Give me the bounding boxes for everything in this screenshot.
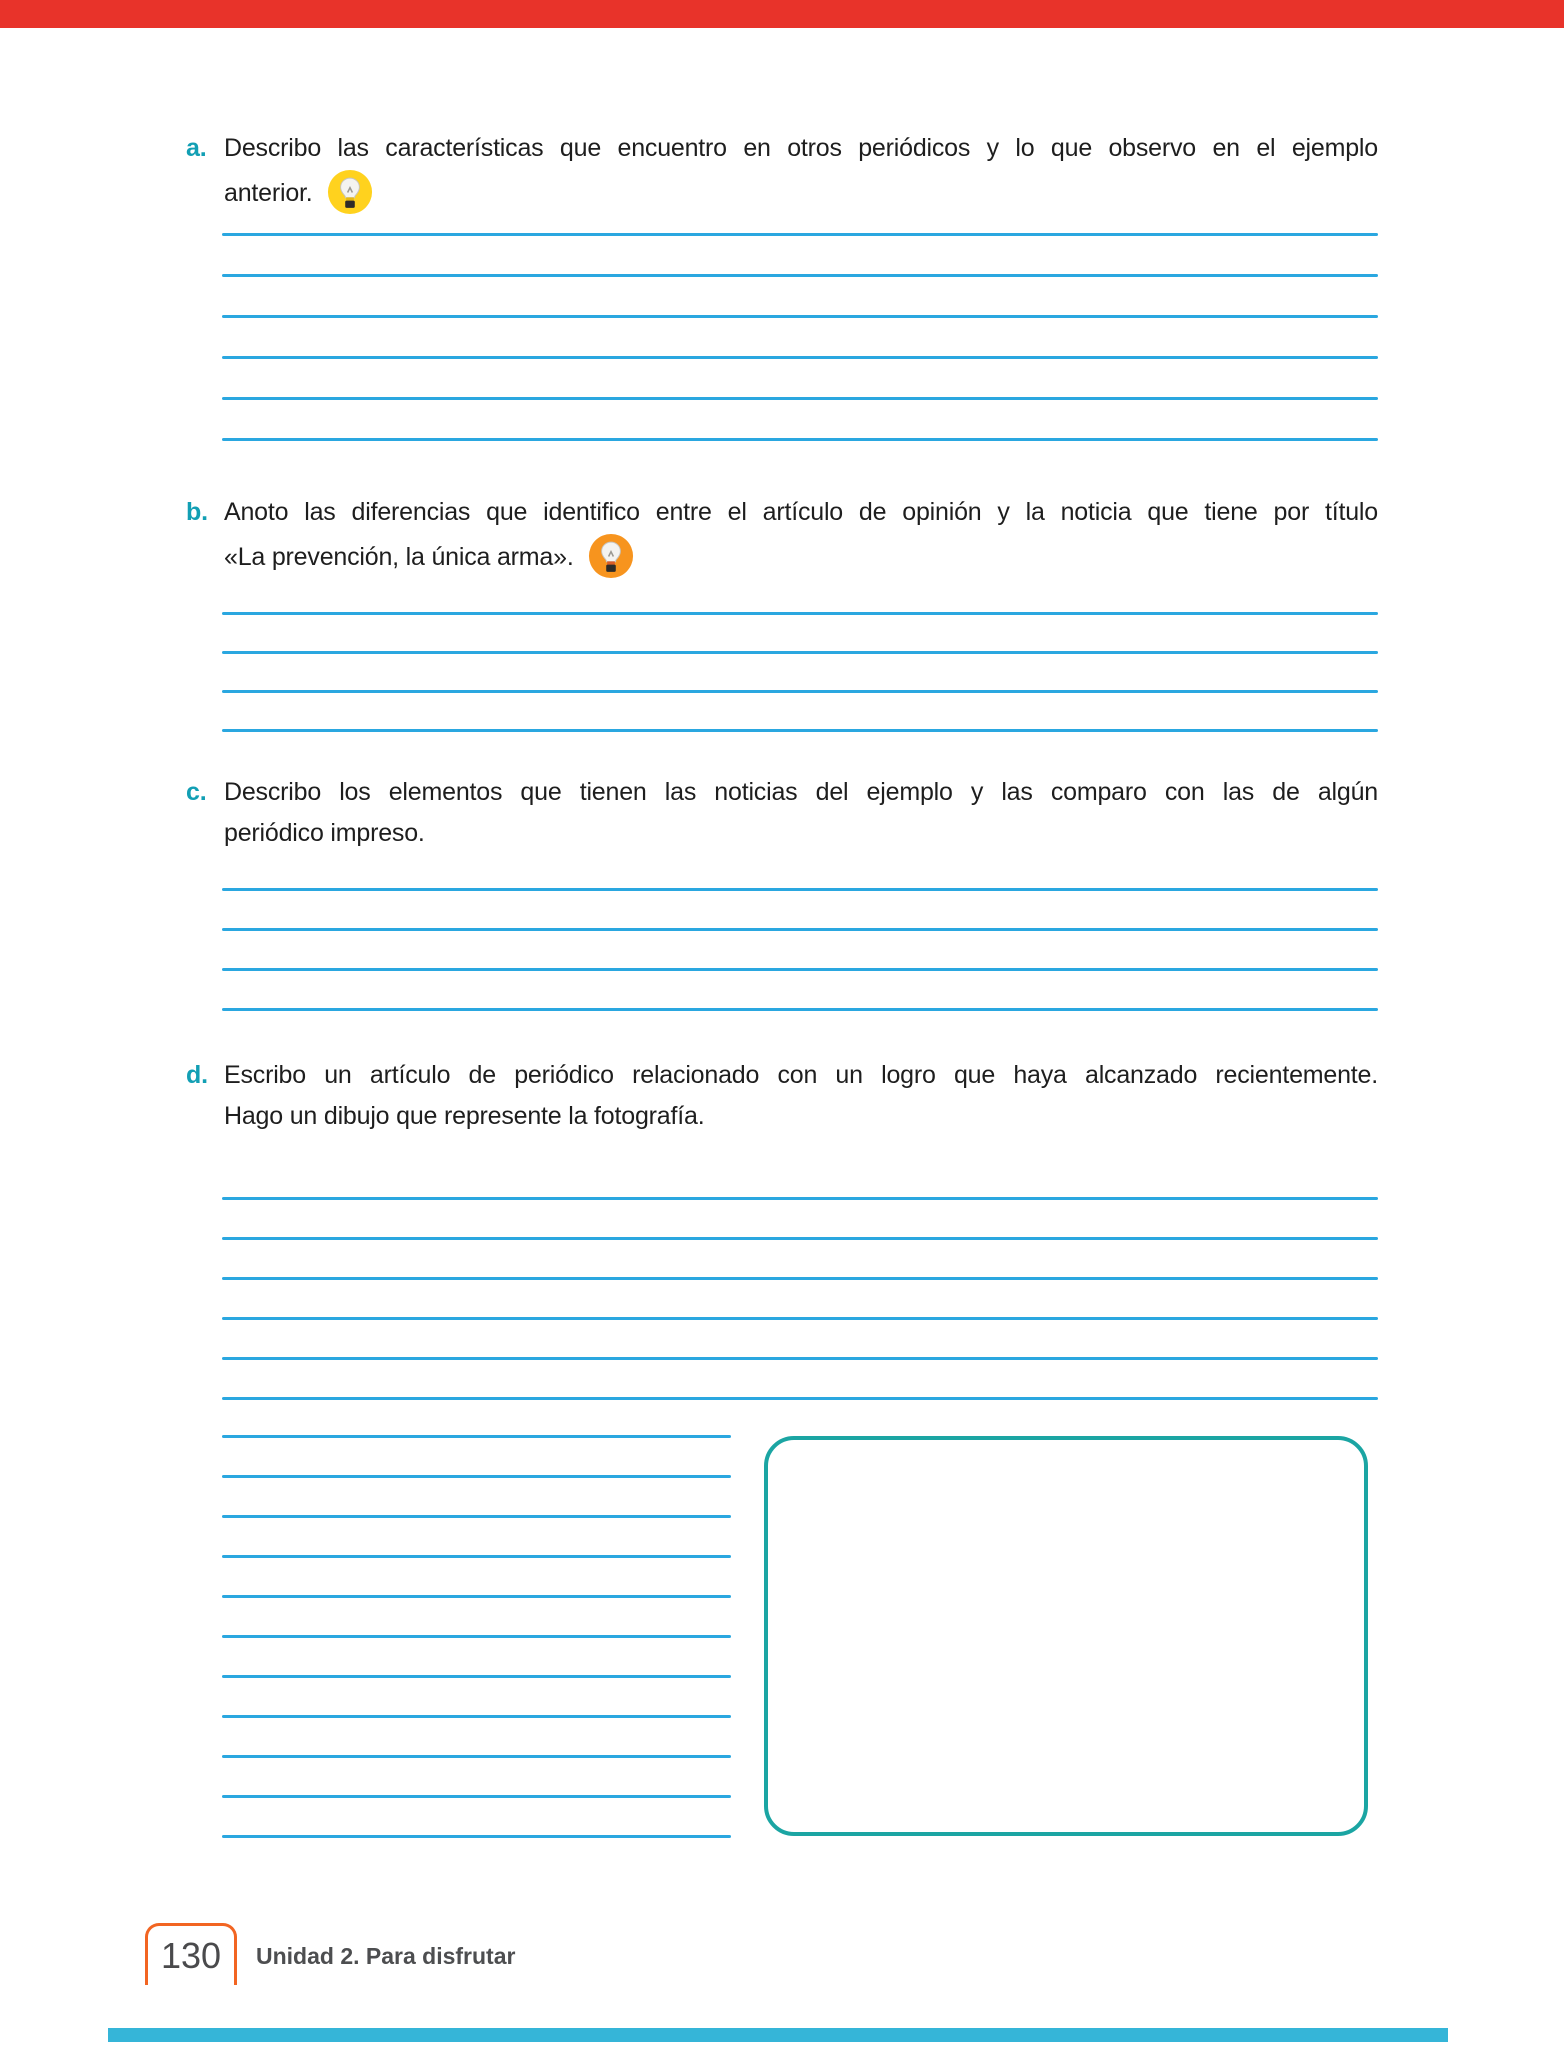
item-text-line: Escribo un artículo de periódico relacionado con un logro que haya alcanzado recientemente. [224,1061,1378,1089]
answer-line [222,1008,1378,1011]
item-text-line: Anoto las diferencias que identifico entre el artículo de opinión y la noticia que tiene por título [224,498,1378,526]
answer-line [222,729,1378,732]
exercise-item-b [186,492,1380,579]
answer-line [222,1317,1378,1320]
item-text-line: Describo las características que encuentro en otros periódicos y lo que observo en el ejemplo [224,134,1378,162]
answer-line [222,315,1378,318]
answer-line [222,968,1378,971]
answer-line [222,1555,731,1558]
item-text-c [224,772,1378,854]
answer-line [222,356,1378,359]
answer-line [222,1277,1378,1280]
item-text-b [224,492,1378,579]
page-number: 130 [160,1934,222,1976]
answer-line [222,612,1378,615]
hint-lightbulb-icon [588,533,634,579]
answer-line [222,1357,1378,1360]
item-text-line: «La prevención, la única arma». [224,533,1378,579]
item-text-a [224,128,1378,215]
answer-line [222,1515,731,1518]
answer-line [222,1635,731,1638]
answer-line [222,1595,731,1598]
item-letter-a: a. [186,134,207,162]
answer-line [222,1715,731,1718]
exercise-item-c [186,772,1380,854]
bottom-accent-bar [108,2028,1448,2042]
answer-line [222,233,1378,236]
item-letter-c: c. [186,778,207,806]
answer-line [222,1675,731,1678]
answer-line [222,888,1378,891]
answer-line [222,1475,731,1478]
footer-unit-label: Unidad 2. Para disfrutar [256,1943,516,1969]
item-text-line: Hago un dibujo que represente la fotografía. [224,1102,705,1130]
drawing-box [764,1436,1368,1836]
item-text-line: periódico impreso. [224,819,425,847]
item-letter-b: b. [186,498,208,526]
answer-line [222,651,1378,654]
top-accent-bar [0,0,1564,28]
item-text-d [224,1055,1378,1137]
answer-line [222,274,1378,277]
answer-line [222,1397,1378,1400]
answer-line [222,928,1378,931]
hint-lightbulb-icon [327,169,373,215]
answer-line [222,1237,1378,1240]
page-number-tab [145,1923,237,1985]
item-text-line: anterior. [224,169,1378,215]
answer-line [222,1755,731,1758]
item-letter-d: d. [186,1061,208,1089]
answer-line [222,438,1378,441]
answer-line [222,690,1378,693]
answer-line [222,1835,731,1838]
exercise-item-d [186,1055,1380,1137]
exercise-item-a [186,128,1380,215]
answer-line [222,1197,1378,1200]
answer-line [222,1435,731,1438]
answer-line [222,1795,731,1798]
item-text-line: Describo los elementos que tienen las noticias del ejemplo y las comparo con las de algún [224,778,1378,806]
answer-line [222,397,1378,400]
